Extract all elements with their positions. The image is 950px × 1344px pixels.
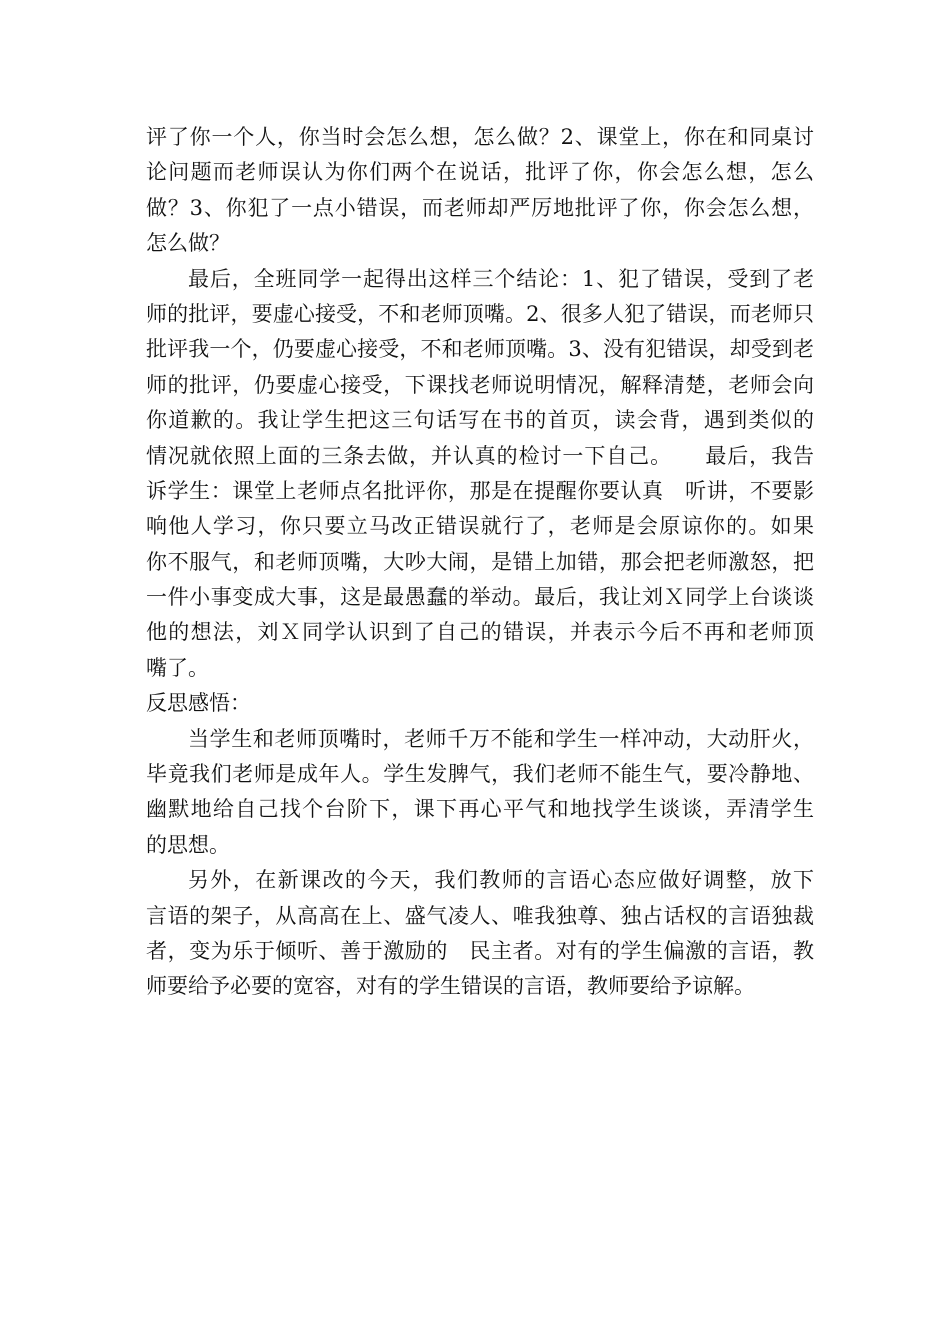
- text-line: 嘴了。: [146, 655, 209, 680]
- text-line: 的思想。: [146, 832, 230, 857]
- text-line: 幽默地给自己找个台阶下，课下再心平气和地找学生谈谈，弄清学生: [146, 797, 814, 822]
- text-line: 诉学生：课堂上老师点名批评你，那是在提醒你要认真 听讲，不要影: [146, 478, 814, 503]
- text-line: 师要给予必要的宽容，对有的学生错误的言语，教师要给予谅解。: [146, 974, 755, 999]
- text-line: 响他人学习，你只要立马改正错误就行了，老师是会原谅你的。如果: [146, 514, 814, 539]
- text-line: 师的批评，仍要虚心接受，下课找老师说明情况，解释清楚，老师会向: [146, 372, 814, 397]
- text-line: 言语的架子，从高高在上、盛气凌人、唯我独尊、独占话权的言语独裁: [146, 903, 814, 928]
- document-body: [146, 120, 814, 1005]
- text-line: 另外，在新课改的今天，我们教师的言语心态应做好调整，放下: [188, 868, 814, 893]
- text-line: 批评我一个，仍要虚心接受，不和老师顶嘴。3、没有犯错误，却受到老: [146, 337, 814, 362]
- text-line: 论问题而老师误认为你们两个在说话，批评了你，你会怎么想，怎么: [146, 160, 814, 185]
- text-line: 他的想法，刘Ｘ同学认识到了自己的错误，并表示今后不再和老师顶: [146, 620, 814, 645]
- text-line: 情况就依照上面的三条去做，并认真的检讨一下自己。 最后，我告: [146, 443, 814, 468]
- text-line: 最后，全班同学一起得出这样三个结论：1、犯了错误，受到了老: [188, 266, 814, 291]
- text-line: 反思感悟：: [146, 691, 251, 716]
- text-line: 一件小事变成大事，这是最愚蠢的举动。最后，我让刘Ｘ同学上台谈谈: [146, 585, 814, 610]
- text-line: 你道歉的。我让学生把这三句话写在书的首页，读会背，遇到类似的: [146, 408, 814, 433]
- text-line: 毕竟我们老师是成年人。学生发脾气，我们老师不能生气，要冷静地、: [146, 762, 814, 787]
- text-line: 师的批评，要虚心接受，不和老师顶嘴。2、很多人犯了错误，而老师只: [146, 301, 814, 326]
- text-line: 做？3、你犯了一点小错误，而老师却严厉地批评了你，你会怎么想，: [146, 195, 814, 220]
- text-line: 你不服气，和老师顶嘴，大吵大闹，是错上加错，那会把老师激怒，把: [146, 549, 814, 574]
- text-line: 当学生和老师顶嘴时，老师千万不能和学生一样冲动，大动肝火，: [188, 726, 814, 751]
- text-line: 者，变为乐于倾听、善于激励的 民主者。对有的学生偏激的言语，教: [146, 938, 814, 963]
- text-line: 评了你一个人，你当时会怎么想，怎么做？2、课堂上，你在和同桌讨: [146, 125, 814, 149]
- text-line: 怎么做？: [146, 231, 230, 256]
